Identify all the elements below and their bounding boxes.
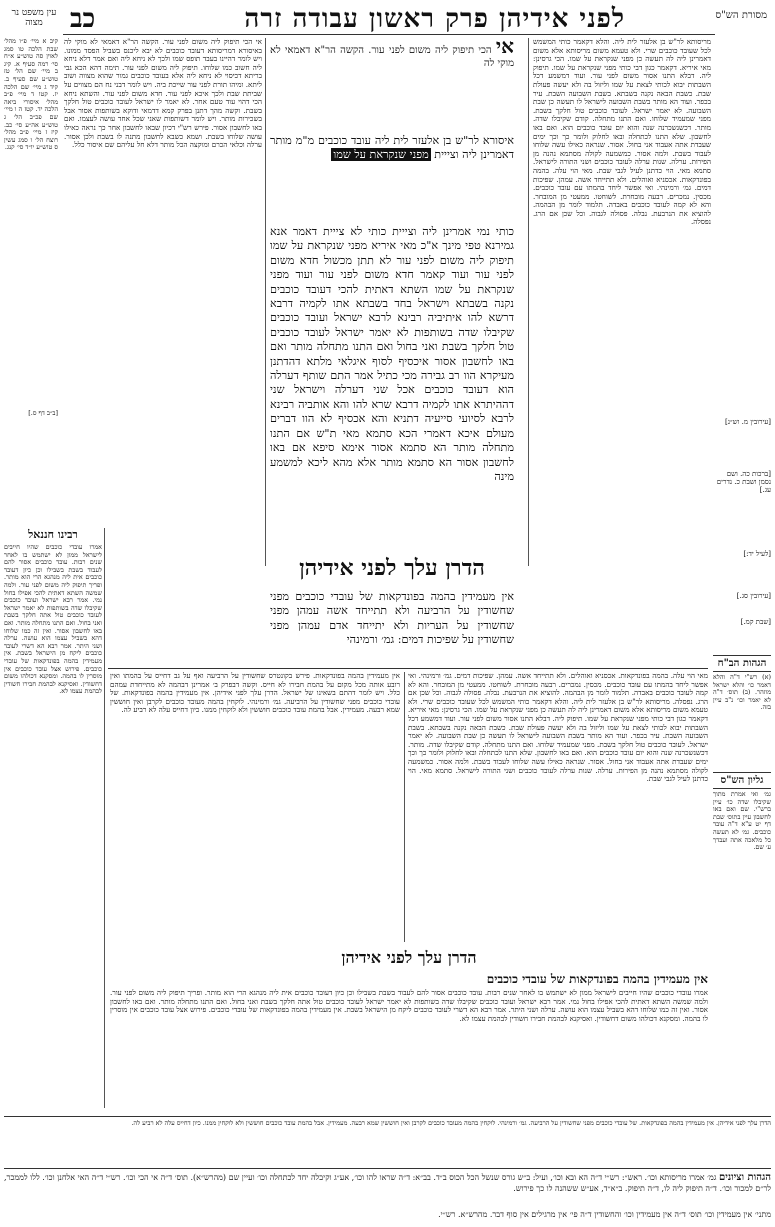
ein-mishpat-note-text: [ב״ב דף ס.] (28, 410, 58, 417)
lower-divider (404, 672, 405, 942)
rabbeinu-chananel-box (4, 528, 102, 1104)
mishnah-text-1: אין מעמידין בהמה בפונדקאות של עובדי כוכבים מפני שחשודין על הרביעה ולא תתייחד אשה עמהן מפני שחשודין על העריות ולא יתייחד אדם עמהן מפני שחשודין על שפיכות דמים: גמ׳ ורמינהי (270, 590, 514, 647)
mesorah-header-label: מסורת הש"ס (715, 10, 767, 21)
hagahot-habach-text: (א) רש"י ד"ה והלא דאמר כו׳ והלא ישראל מוזהר. (ב) תוס׳ ד"ה לא יאמר וכו׳ נ"ב עיין בזה. (713, 674, 771, 712)
footer-rule-2 (4, 1168, 771, 1169)
mishnah-block-2 (110, 972, 708, 1112)
tosafot-divider (265, 38, 266, 566)
footer-commentary-text: הדרן עלך לפני אידיהן. אין מעמידין בהמה בפונדקאות. של עובדי כוכבים מפני שחשודין על הרביעה. גמ׳ ורמינהי. לוקחין בהמה מעובד כוכבים לקרבן ואין חוששין שמא רבעה. מעמידין. אבל בהמת עובד כוכבים חוששין ולא לוקחין ממנו. כיון דחייס עלה לא רביע לה. (131, 1120, 771, 1127)
rabbeinu-chananel-label: רבינו חננאל (28, 528, 78, 541)
gemara-passage-1 (270, 134, 514, 214)
tosafot-lower-text-more: הדרן עלך לפני אידיהן. אין מעמידין בהמה בפונדקאות. של עובדי כוכבים מפני שחשודין על הרביעה. גמ׳ ורמינהי. לוקחין בהמה מעובד כוכבים לקרבן ואין חוששין שמא רבעה. מעמידין. אבל בהמת עובד כוכבים חוששין ולא לוקחין ממנו. כיון דחייס עלה לא רביע לה. (110, 688, 400, 715)
mesorah-column (715, 40, 771, 180)
gemara-opening (270, 40, 514, 130)
rashi-lower-text: מאי הוי עלה. בהמה בפונדקאות. אכסניא ואוהלים. ולא תתייחד אשה. עמהן. שפיכות דמים. גמ׳ ורמינהי. ואי אפשר ליחד בהמתו עם עובד כוכבים. מכסין. נמכרים. רבעה מובחרת. לשוחטו. ממעטי מן המובחר. והא לא קמה לעובד כוכבים באבדה. תלמוד לומר מן הבהמה. להוציא את הנרבעת. נבלה. פסולה לגבוה. וכל שכן אם הרג. נפסלה. (408, 672, 708, 706)
gilyon-hashas-label: גליון הש"ס (713, 772, 771, 789)
tosafot-lower-text: אין מעמידין בהמה בפונדקאות. פירש בקונטרס שחשודין על הרביעה ואף על גב דחייס על בהמתו ואין רובע אותה מכל מקום על בהמת חבירו לא חייס. וקשה דבפרק ב׳ אמרינן דבהמה לא מתייחדת עמהם כלל. ויש לומר דהתם בשאינו של ישראל. (110, 672, 400, 698)
hagahot-habach-box (713, 655, 771, 744)
hagahot-vetziyunim-text: גמ׳ אמרו מריסותא וכו׳. ראש״: רש״י ד״ה הא ובא וכו׳, ועיל: ב״ש גורס שנשל הכל הכוס ב״ד. בב״א: ד״ה שראו להו וכו׳, אע״ג וקיבלה יחד לכתחלה וכו׳ ועיין שם (מהרש״א). תוס׳ ד״ה אי הכי וכו׳. רש״י ד״ה האי אלחנן וכו׳. ללו לממכר, לר״ם למכור וכו׳. ד״ה תיפוק ליה לו, ד״ה תיפוק. ב״א״ד, אע״ש ששהנה לו כך פירוש. (4, 1173, 771, 1193)
tosafot-column (64, 38, 262, 528)
ein-mishpat-header-label: עין משפט נר מצוה (11, 8, 57, 28)
gilyon-hashas-box (713, 772, 771, 891)
tosafot-text: אי הכי תיפוק ליה משום לפני עור. הקשה הר"א דאמאי לא מוקי לה באיסורא דמריסותא דעובד כוכבים לא יבא ליכנס בשביל הפסד ממונו. ויש לומר דהיינו בעבד תופס שמו ולכך לא ניחא ליה ואם אמר דלא ניחא ליה חשוב כמו שלוחו. תיפוק ליה משום לפני עור. תימה דהא הכא גבי בריתא דכיסוי לא ניחא ליה אלא בעובד כוכבים גמור שהוא מצווה ושוב ליתא. ומיהו תורת לפני עור שייכת ביה. ויש לומר דבני נח הם מצווים על שביתת שבת ולכך איכא לפני עור. חדא משום לפני עור. והשתא ניחא הכי דהוי עוד טעם אחר. לא יאמר לו ישראל לעובד כוכבים טול חלקך בשבת. וקשה מהך דתנן בפרק קמא דדמאי ודוקא בשותפות אסור אבל בשכירות מותר. ויש לומר דשותפות שאני שכל אחד עושה לעצמו. ואם באו לחשבון אסור. פירש רש"י דכיון שבאו לחשבון אחר כך נראה כאילו עושה שלוחו בשבת. ושמא כשבא לחשבון מתנה לו בשבת ולכן אסור. ערלה וכלאי הכרם ומוקצה הכל מותר דלא חל עליהם שם איסור כלל. (64, 38, 262, 150)
page-title: לפני אידיהן פרק ראשון עבודה זרה (244, 4, 625, 34)
lower-section-rule (108, 668, 708, 669)
hadran-heading-2: הדרן עלך לפני אידיהן (341, 948, 477, 967)
ein-mishpat-note (4, 410, 58, 450)
gilyon-hashas-text: גמ׳ ואי אמרת מתוך שקיבלו שדה כו׳ עיין ברש"י. שם ואם באו לחשבון עיין בתוס׳ שבת דף יט ע"א ד"ה עובד כוכבים. גמ׳ לא תעשה כל מלאכה אתה ועבדך ע׳ שם. (713, 791, 771, 852)
gemara-opening-rest: הכי תיפוק ליה משום לפני עור. הקשה הר"א דאמאי לא מוקי לה (270, 45, 514, 69)
footer-bottom-line: מתני׳ אין מעמידין וכו׳ תוס׳ ד״ה אין מעמידין וכו׳ והחשודין ד״ה פי׳ אין מרגילים אין סוף דבר. מהרש״א. רש״י. (438, 1210, 771, 1219)
mesorah-ref-3: [לעיל יד:] (743, 550, 771, 558)
rashi-text: מריסותא לר"ש בן אלעזר לית ליה. והלא דקאמר כותי המשמש לכל שעובד כוכבים שרי. ולא טעמא משום מריסותא אלא משום דאמרינן ליה לה תעשה כן מפני שנקראת על שמו. הכי גרסינן: מאי איריא. דקאמר כגון דבי כותי מפני שנקראת על שמו. תיפוק ליה. דבלא התנו אסור משום לפני עור. ועוד דמשמע דכל השבתות יבוא לכותי לצאת על שמו וליזול בה ולא יעשה פעולת שבת. כשבת הבאה נקנה בשבתא. בשבת השבועה השבת. עיר בכפר. ועוד הא מותר בשבת השבועה לישראל לו תעשה כן שבת השבועה. לא יאמר ישראל. לעובד כוכבים טול חלקך בשבת. מפני שמעמיד שלוחו. ואם התנו מתחלה. קודם שקיבלו שדה. מותר. דכשנשכרנה שנה והוא יום עובד כוכבים הוא. ואם באו לחשבון. שלא התנו לכתחלה ובאו לחלוק ולומר כך וכך ימים שעבדת אתה אעבוד אני בחול. אסור. שנראה כאילו עשה שלוחו לעבוד בשבת. ולמה אסור. כמשמעה לקולה מסתמא נהנה מן הפירות. ערלה. שנות ערלה לעובד כוכבים ושני התורה לישראל. סתמא מאי. הוי כדתנן לעיל לגבי שבת. (533, 38, 711, 175)
hagahot-vetziyunim (4, 1172, 771, 1208)
gemara-opening-word: אי (495, 40, 514, 58)
gemara-highlighted-phrase: מפני שנקראת על שמו (333, 148, 429, 162)
gemara-main-passage (270, 225, 514, 550)
rabbeinu-chananel-text: אמרו עובדי כוכבים שהיו חייבים לישראל ממון לא ישתמש בו לאחר שנים רבות. עובד כוכבים אסור להם לעבוד בשבת בשבילו וכן כיון דעובד כוכבים אית ליה מנהגא הרי הוא מותר. ופריך תיפוק ליה משום לפני עור. ולמה שמשה השתא דאתית להכי אפילו בחול נמי. אמר רבא ישראל ועובד כוכבים שקיבלו שדה בשותפות לא יאמר ישראל לעובד כוכבים טול אתה חלקך בשבת ואני בחול. ואם התנו מתחלה מותר. ואם באו לחשבון אסור. ואין זה כמו שלוחו דהא בשביל עצמו הוא עושה. ערלה ושני היתר. אמר רבא הא דשרי לעובד כוכבים ליקח מן הישראל בשבת. אין מעמידין בהמה בפונדקאות של עובדי כוכבים. פירוש אצל עובד כוכבים אין מוסרין לו בהמה. ומסקנא דכולהו משום דחשודין. ואסיקנא לבהמת חבירו חשודין לבהמת עצמו לא. (4, 544, 102, 696)
gemara-col-right-1: איסורא לר"ש בן אלעזר לית ליה עובד כוכבים מ"מ מותר דאמרינן ליה וצייית (270, 134, 514, 162)
ein-mishpat-column (4, 38, 58, 328)
rashi-lower-text-more: מריסותא לר"ש בן אלעזר לית ליה. והלא דקאמר כותי המשמש לכל שעובד כוכבים שרי. ולא טעמא משום מריסותא אלא משום דאמרינן ליה לה תעשה כן מפני שנקראת על שמו. הכי גרסינן: מאי איריא. דקאמר כגון דבי כותי מפני שנקראת על שמו. תיפוק ליה. דבלא התנו אסור משום לפני עור. ועוד דמשמע דכל השבתות יבוא לכותי לצאת על שמו וליזול בה ולא יעשה פעולת שבת. כשבת הבאה נקנה בשבתא. בשבת השבועה השבת. עיר בכפר. ועוד הא מותר בשבת השבועה לישראל לו תעשה כן שבת השבועה. לא יאמר ישראל. לעובד כוכבים טול חלקך בשבת. מפני שמעמיד שלוחו. ואם התנו מתחלה. קודם שקיבלו שדה. מותר. דכשנשכרנה שנה והוא יום עובד כוכבים הוא. ואם באו לחשבון. שלא התנו לכתחלה ובאו לחלוק ולומר כך וכך ימים שעבדת אתה אעבוד אני בחול. אסור. שנראה כאילו עשה שלוחו לעבוד בשבת. ולמה אסור. כמשמעה לקולה מסתמא נהנה מן הפירות. ערלה. שנות ערלה לעובד כוכבים ושני התורה לישראל. סתמא מאי. הוי כדתנן לעיל לגבי שבת. (408, 696, 708, 784)
header-rule (63, 34, 715, 35)
ein-mishpat-text: קיב א מיי׳ פ״ו מהל׳ שבת הלכה טו סמג לאוין סה טוש״ע א״ח סי׳ רמה סעיף א. קיג ב מיי׳ שם הל׳ טז טוש״ע שם סעיף ב. קיד ג מיי׳ שם הלכה יז. קטו ד מיי׳ פ״ב מהל׳ איסורי ביאה הלכה יד. קטז ה ו מיי׳ שם פכ״ב הל׳ ג טוש״ע אה״ע סי׳ כב. קיז ז מיי׳ פ״ב מהל׳ רוצח הל׳ ו סמג עשין ס טוש״ע יו״ד סי׳ קנג. (4, 38, 58, 152)
mishnah-block-1 (270, 590, 514, 670)
mesorah-ref-4: [עירובין סג.] (736, 592, 771, 600)
mesorah-ref-1: [עירובין מ. וש״נ] (725, 418, 771, 426)
footer-commentary (4, 1120, 771, 1166)
rashi-column-top (533, 38, 711, 608)
footer-rule (4, 1116, 771, 1117)
gemara-main-text: כותי נמי אמרינן ליה וצייית כותי לא צייית דאמר אנא גמירנא טפי מינך א"כ מאי איריא מפני שנקראת על שמו תיפוק ליה משום לפני עור לא תתן מכשול חדא משום לפני עור ועוד קאמר חדא משום לפני עור ועוד מפני שנקראת על שמו השתא דאתית להכי דעובד כוכבים נקנה בשבתא וישראל בחד בשבתא אתו לקמיה דרבא דרשא להו איתיביה רבינא לרבא ישראל ועובד כוכבים שקיבלו שדה בשותפות לא יאמר ישראל לעובד כוכבים טול חלקך בשבת ואני בחול ואם התנו מתחלה מותר ואם באו לחשבון אסור איכסיף לסוף איגלאי מלתא דהדתנן מעיקרא הוו רב גבירה מכי כתיל אמר התם שותף דערלה הוא דעובד כוכבים אכל שני דערלה וישראל שני דההיתרא אתו לקמיה דרבא שרא להו והא אותביה רבינא לרבא לסיועי סייעיה דתניא והא אכסיף לא הוו דברים מעולם איכא דאמרי הכא סתמא מאי ת"ש אם התנו מתחלה מותר הא סתמא אסור אימא סיפא אם באו לחשבון אסור הא סתמא מותר אלא מהא ליכא למשמע מינה (270, 225, 514, 483)
rashi-lower-column (408, 672, 708, 942)
mesorah-ref-2: [ברכות כה. ושם נסמן ושבת כ. נדרים עג.] (716, 470, 771, 494)
mesorah-ref-5: [שבת קמ.] (740, 618, 771, 626)
mishnah-2-commentary: אמרו עובדי כוכבים שהיו חייבים לישראל ממון לא ישתמש בו לאחר שנים רבות. עובד כוכבים אסור להם לעבוד בשבת בשבילו וכן כיון דעובד כוכבים אית ליה מנהגא הרי הוא מותר. ופריך תיפוק ליה משום לפני עור. ולמה שמשה השתא דאתית להכי אפילו בחול נמי. אמר רבא ישראל ועובד כוכבים שקיבלו שדה בשותפות לא יאמר ישראל לעובד כוכבים טול אתה חלקך בשבת ואני בחול. ואם התנו מתחלה מותר. ואם באו לחשבון אסור. ואין זה כמו שלוחו דהא בשביל עצמו הוא עושה. ערלה ושני היתר. אמר רבא הא דשרי לעובד כוכבים ליקח מן הישראל בשבת. אין מעמידין בהמה בפונדקאות של עובדי כוכבים. פירוש אצל עובד כוכבים אין מוסרין לו בהמה. ומסקנא דכולהו משום דחשודין. ואסיקנא לבהמת חבירו חשודין לבהמת עצמו לא. (110, 989, 708, 1023)
daf-number: כב (70, 4, 96, 34)
mishnah-text-2: אין מעמידין בהמה בפונדקאות של עובדי כוכבים (486, 972, 708, 986)
rashi-text-continued: מאי הוי עלה. בהמה בפונדקאות. אכסניא ואוהלים. ולא תתייחד אשה. עמהן. שפיכות דמים. גמ׳ ורמינהי. ואי אפשר ליחד בהמתו עם עובד כוכבים. מכסין. נמכרים. רבעה מובחרת. לשוחטו. ממעטי מן המובחר. והא לא קמה לעובד כוכבים באבדה. תלמוד לומר מן הבהמה. להוציא את הנרבעת. נבלה. פסולה לגבוה. וכל שכן אם הרג. נפסלה. (533, 165, 711, 227)
chananel-divider (104, 528, 105, 1108)
tosafot-lower-column (110, 672, 400, 942)
hagahot-vetziyunim-label: הגהות וציונים (718, 1172, 771, 1183)
hadran-heading-1: הדרן עלך לפני אידיהן (299, 555, 485, 581)
hagahot-habach-label: הגהות הב"ח (713, 655, 771, 672)
rashi-divider (528, 38, 529, 566)
